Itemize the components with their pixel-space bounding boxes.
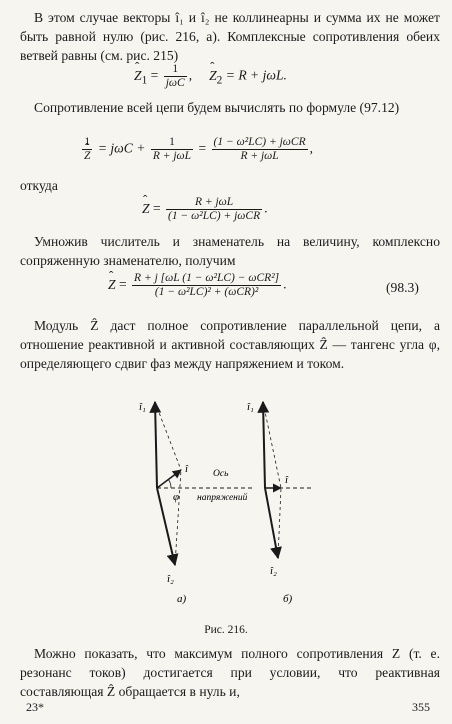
diagram-b bbox=[247, 401, 313, 605]
vector-i-a bbox=[157, 470, 181, 488]
vector-i1-a bbox=[155, 402, 157, 488]
label-i-a: î bbox=[185, 463, 189, 475]
label-i-b: î bbox=[285, 474, 289, 486]
vector-i1-b bbox=[263, 402, 265, 488]
page-number: 355 bbox=[412, 700, 430, 714]
sublabel-a: а) bbox=[177, 593, 187, 605]
equation-number: (98.3) bbox=[386, 280, 419, 295]
figure-216 bbox=[135, 390, 335, 615]
axis-label-napryazheniy: напряжений bbox=[197, 493, 248, 503]
paragraph-3: Умножив числитель и знаменатель на величину, комплексно сопряженную знаменателю, получим bbox=[20, 234, 440, 268]
figure-caption: Рис. 216. bbox=[204, 624, 248, 636]
paragraph-2: Сопротивление всей цепи будем вычислять по формуле (97.12) bbox=[34, 100, 400, 115]
diagram-a bbox=[139, 401, 253, 605]
equation-z-hat: ˆ Z = $\frac{\text{R + jωL}}{\text{(1 − ω²LC) + jωCR}}$ . bbox=[142, 196, 268, 223]
label-i2-b: î₂ bbox=[270, 565, 277, 577]
sublabel-b: б) bbox=[283, 593, 293, 605]
equation-98-3: ˆ Z = $\frac{\text{R + j [ωL (1 − ω²LC) − ωCR²]}}{\text{(1 − ω²LC)² + (ωCR)²}}$ . bbox=[108, 272, 287, 299]
label-i2-a: î₂ bbox=[167, 573, 174, 585]
paragraph-4: Модуль Ẑ даст полное сопротивление параллельной цепи, а отношение реактивной и активной составляющих Ẑ — тангенс угла φ, определяющего сдвиг фаз между напряжением и током. bbox=[20, 318, 440, 371]
label-phi-a: φ bbox=[173, 491, 180, 503]
paragraph-5: Можно показать, что максимум полного сопротивления Z (т. е. резонанс токов) достигается при условии, что реактивная составляющая Ẑ обращается в нуль и, bbox=[20, 646, 440, 699]
fraction-z1: $\frac{1}{\text{jωC}}$ bbox=[165, 63, 185, 89]
equation-admittance: 1 ˆ Z = jωC + $\frac{1}{\text{R + jωL}}$ = $\frac{\text{(1 − ω²LC) + jωCR}}{\text{R + jωL}}$ , bbox=[80, 136, 313, 163]
word-otkuda: откуда bbox=[20, 178, 58, 193]
axis-label-os: Ось bbox=[213, 469, 229, 479]
equation-z1-z2: ˆ $Z_1$ = $\frac{1}{\text{jωC}}$ , ˆ $Z_2 = R + j\omega L$. bbox=[134, 63, 287, 90]
label-i1-b: î₁ bbox=[247, 401, 254, 413]
label-i1-a: î₁ bbox=[139, 401, 146, 413]
vector-i2-b bbox=[265, 488, 278, 558]
paragraph-1: В этом случае векторы î₁ и î₂ не коллинеарны и сумма их не может быть равной нулю (рис. 216, а). Комплексные сопротивления обеих ветвей равны (см. рис. 215) bbox=[20, 10, 440, 63]
footer-signature-mark: 23* bbox=[26, 700, 44, 714]
